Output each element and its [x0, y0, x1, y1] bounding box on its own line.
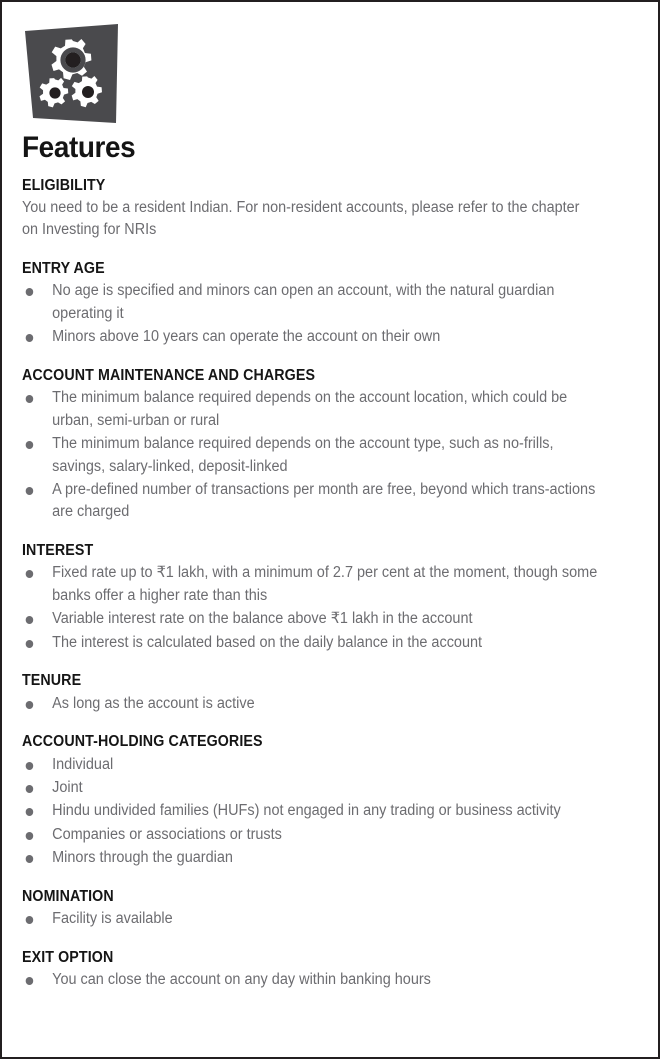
sections-container: [20, 176, 644, 992]
list-item-text: The minimum balance required depends on the account location, which could be urban, semi-urban or rural: [52, 389, 568, 429]
list-item: [20, 908, 610, 930]
list-item: [20, 693, 610, 715]
bullet-dot-icon: [26, 487, 34, 495]
section-heading: NOMINATION: [22, 887, 114, 905]
section-paragraph: You need to be a resident Indian. For non-resident accounts, please refer to the chapter on Investing for NRIs: [22, 198, 580, 239]
section-heading: ACCOUNT-HOLDING CATEGORIES: [22, 733, 263, 751]
bullet-list: [20, 908, 644, 930]
page-content: [2, 2, 658, 992]
section-heading: TENURE: [22, 672, 82, 690]
bullet-dot-icon: [26, 808, 34, 816]
section-heading: INTEREST: [22, 541, 94, 559]
bullet-dot-icon: [26, 288, 34, 296]
list-item: [20, 562, 610, 607]
list-item: [20, 847, 610, 869]
bullet-dot-icon: [26, 977, 34, 985]
list-item-text: You can close the account on any day within banking hours: [52, 971, 431, 989]
list-item: [20, 608, 610, 630]
bullet-list: [20, 280, 644, 348]
list-item: [20, 387, 610, 432]
bullet-dot-icon: [26, 395, 34, 403]
bullet-dot-icon: [26, 785, 34, 793]
section-entry-age: [20, 259, 644, 349]
list-item-text: Companies or associations or trusts: [52, 825, 282, 843]
three-gears-badge-icon: [22, 22, 124, 126]
section-account-holding-categories: [20, 732, 644, 870]
page-title: Features: [22, 131, 136, 164]
bullet-list: [20, 754, 644, 870]
bullet-dot-icon: [26, 855, 34, 863]
section-heading: ENTRY AGE: [22, 259, 105, 277]
bullet-dot-icon: [26, 916, 34, 924]
list-item-text: No age is specified and minors can open an account, with the natural guardian operating it: [52, 282, 555, 322]
list-item-text: Minors through the guardian: [52, 849, 233, 867]
bullet-dot-icon: [26, 570, 34, 578]
bullet-dot-icon: [26, 762, 34, 770]
section-eligibility: [20, 176, 644, 242]
list-item: [20, 777, 610, 799]
bullet-list: [20, 562, 644, 654]
list-item-text: A pre-defined number of transactions per month are free, beyond which trans-actions are charged: [52, 480, 596, 521]
bullet-list: [20, 387, 644, 524]
list-item: [20, 824, 610, 846]
section-nomination: [20, 887, 644, 931]
list-item-text: Variable interest rate on the balance above ₹1 lakh in the account: [52, 610, 473, 628]
section-heading: EXIT OPTION: [22, 948, 114, 966]
list-item: [20, 280, 610, 325]
bullet-dot-icon: [26, 701, 34, 709]
list-item-text: Minors above 10 years can operate the account on their own: [52, 328, 441, 346]
list-item: [20, 433, 610, 478]
list-item-text: Joint: [52, 778, 83, 796]
list-item: [20, 632, 610, 654]
list-item-text: As long as the account is active: [52, 694, 255, 712]
list-item: [20, 800, 610, 822]
list-item-text: Hindu undivided families (HUFs) not engaged in any trading or business activity: [52, 802, 561, 820]
bullet-dot-icon: [26, 616, 34, 624]
list-item: [20, 754, 610, 776]
section-interest: [20, 541, 644, 654]
bullet-dot-icon: [26, 441, 34, 449]
list-item: [20, 326, 610, 348]
bullet-dot-icon: [26, 832, 34, 840]
section-heading: ELIGIBILITY: [22, 176, 106, 194]
list-item-text: The minimum balance required depends on the account type, such as no-frills, savings, salary-linked, deposit-linked: [52, 435, 554, 475]
list-item-text: The interest is calculated based on the daily balance in the account: [52, 633, 483, 651]
section-exit-option: [20, 948, 644, 992]
list-item-text: Individual: [52, 755, 114, 773]
bullet-list: [20, 693, 644, 715]
section-account-maintenance-and-charges: [20, 366, 644, 524]
bullet-dot-icon: [26, 640, 34, 648]
bullet-list: [20, 969, 644, 991]
list-item: [20, 969, 610, 991]
section-heading: ACCOUNT MAINTENANCE AND CHARGES: [22, 366, 316, 384]
list-item-text: Facility is available: [52, 910, 173, 928]
section-tenure: [20, 671, 644, 715]
bullet-dot-icon: [26, 334, 34, 342]
list-item-text: Fixed rate up to ₹1 lakh, with a minimum of 2.7 per cent at the moment, though some banks offer a higher rate than this: [52, 564, 598, 604]
list-item: [20, 479, 610, 524]
